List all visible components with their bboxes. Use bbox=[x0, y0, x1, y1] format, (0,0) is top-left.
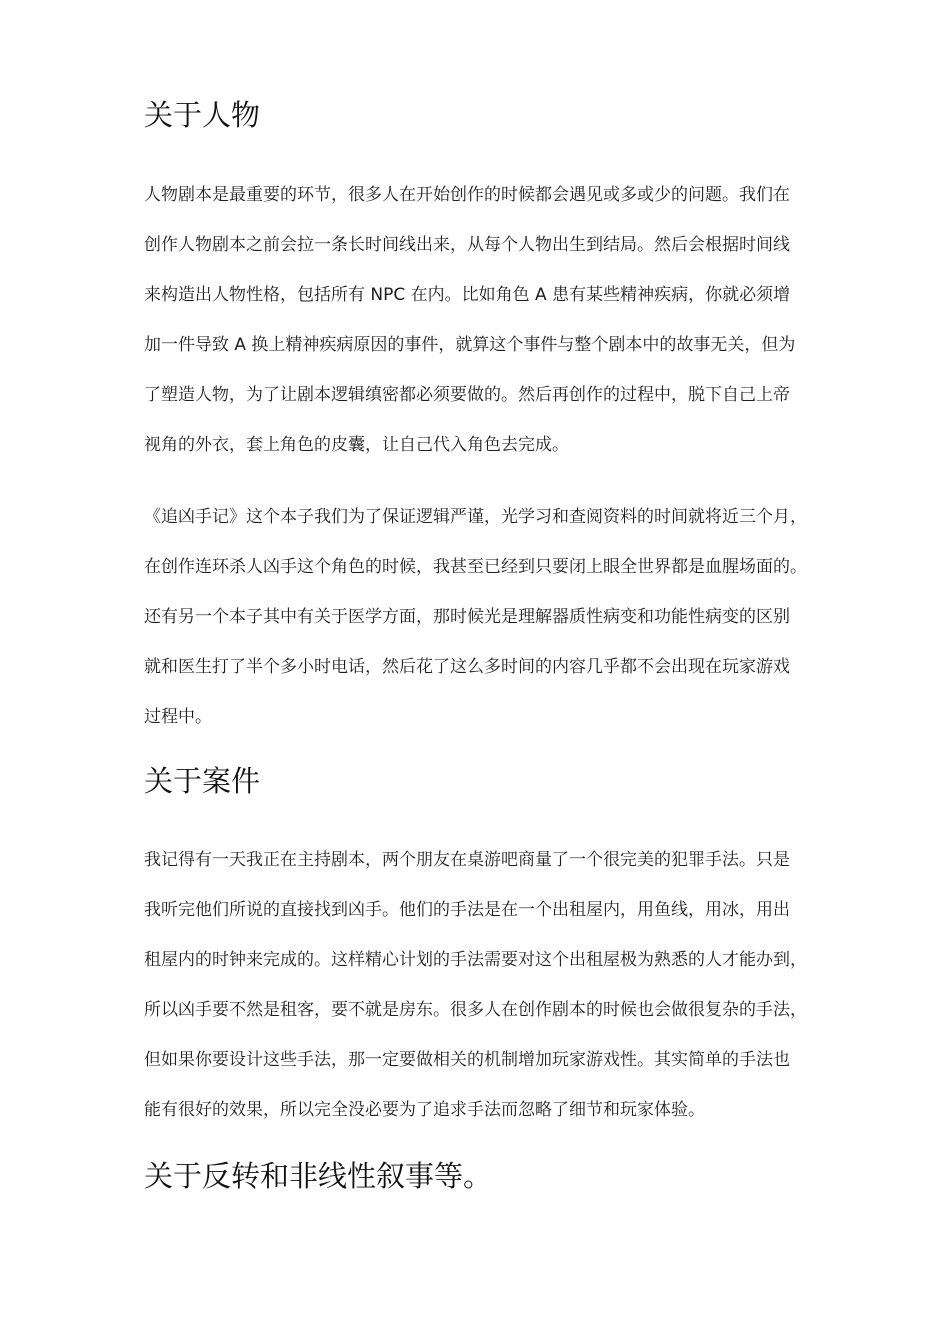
text-line: 但如果你要设计这些手法，那一定要做相关的机制增加玩家游戏性。其实简单的手法也 bbox=[144, 1050, 790, 1070]
text-line: 就和医生打了半个多小时电话，然后花了这么多时间的内容几乎都不会出现在玩家游戏 bbox=[144, 657, 790, 677]
text-line: 我记得有一天我正在主持剧本，两个朋友在桌游吧商量了一个很完美的犯罪手法。只是 bbox=[144, 850, 790, 870]
text-line: 能有很好的效果，所以完全没必要为了追求手法而忽略了细节和玩家体验。 bbox=[144, 1100, 705, 1120]
text-line: 加一件导致 A 换上精神疾病原因的事件，就算这个事件与整个剧本中的故事无关，但为 bbox=[144, 335, 796, 355]
text-line: 视角的外衣，套上角色的皮囊，让自己代入角色去完成。 bbox=[144, 435, 569, 455]
text-line: 创作人物剧本之前会拉一条长时间线出来，从每个人物出生到结局。然后会根据时间线 bbox=[144, 235, 790, 255]
text-line: 了塑造人物，为了让剧本逻辑缜密都必须要做的。然后再创作的过程中，脱下自己上帝 bbox=[144, 385, 790, 405]
text-line: 来构造出人物性格，包括所有 NPC 在内。比如角色 A 患有某些精神疾病，你就必须增 bbox=[144, 285, 791, 305]
section-heading-characters: 关于人物 bbox=[144, 98, 261, 132]
text-line: 过程中。 bbox=[144, 707, 212, 727]
text-line: 我听完他们所说的直接找到凶手。他们的手法是在一个出租屋内，用鱼线，用冰，用出 bbox=[144, 900, 790, 920]
section-heading-twists: 关于反转和非线性叙事等。 bbox=[144, 1159, 493, 1193]
paragraph-cases-1 bbox=[144, 835, 826, 1135]
section-heading-cases: 关于案件 bbox=[144, 764, 261, 798]
paragraph-characters-1 bbox=[144, 170, 826, 470]
text-line: 在创作连环杀人凶手这个角色的时候，我甚至已经到只要闭上眼全世界都是血腥场面的。 bbox=[144, 557, 807, 577]
text-line: 还有另一个本子其中有关于医学方面，那时候光是理解器质性病变和功能性病变的区别 bbox=[144, 607, 790, 627]
text-line: 所以凶手要不然是租客，要不就是房东。很多人在创作剧本的时候也会做很复杂的手法， bbox=[144, 1000, 807, 1020]
text-line: 《追凶手记》这个本子我们为了保证逻辑严谨，光学习和查阅资料的时间就将近三个月， bbox=[144, 507, 807, 527]
text-line: 租屋内的时钟来完成的。这样精心计划的手法需要对这个出租屋极为熟悉的人才能办到， bbox=[144, 950, 807, 970]
text-line: 人物剧本是最重要的环节，很多人在开始创作的时候都会遇见或多或少的问题。我们在 bbox=[144, 185, 790, 205]
paragraph-characters-2 bbox=[144, 492, 826, 742]
